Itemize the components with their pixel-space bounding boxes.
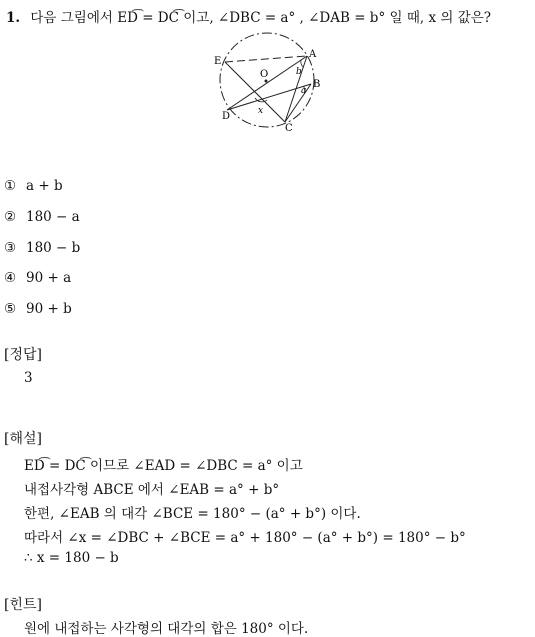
label-angle-b: b (296, 67, 302, 77)
question-number: 1. (6, 10, 21, 26)
choice-5[interactable] (4, 301, 72, 317)
chord-bc (285, 84, 311, 122)
label-b: B (313, 79, 321, 90)
explanation-heading: [해설] (4, 431, 42, 447)
explanation-line-1: ED͡ = DC͡ 이므로 ∠EAD = ∠DBC = a° 이고 (24, 458, 303, 474)
question-text: 다음 그림에서 ED͡ = DC͡ 이고, ∠DBC = a° , ∠DAB = b° 일 때, x 의 값은? (30, 10, 491, 26)
choice-4[interactable] (4, 270, 71, 286)
label-d: D (222, 111, 231, 122)
choice-2[interactable] (4, 209, 80, 225)
chord-ad (227, 56, 307, 110)
label-a: A (309, 49, 317, 60)
circle-diagram (205, 30, 330, 140)
label-o: O (260, 69, 269, 80)
choice-3[interactable] (4, 240, 80, 256)
explanation-line-4: 따라서 ∠x = ∠DBC + ∠BCE = a° + 180° − (a° + b°) = 180° − b° (24, 530, 466, 546)
choice-4-mark: ④ (4, 270, 17, 286)
choice-2-text: 180 − a (26, 209, 80, 225)
hint-heading: [힌트] (4, 597, 42, 613)
choice-3-text: 180 − b (26, 240, 81, 256)
choice-3-mark: ③ (4, 240, 17, 256)
choice-2-mark: ② (4, 209, 17, 225)
choice-1-text: a + b (26, 178, 63, 194)
choice-1-mark: ① (4, 178, 17, 194)
question-line (6, 6, 491, 26)
explanation-line-3: 한편, ∠EAB 의 대각 ∠BCE = 180° − (a° + b°) 이다. (24, 506, 361, 522)
angle-arc-b (301, 60, 303, 67)
chord-ea (225, 56, 307, 62)
answer-value: 3 (24, 370, 33, 386)
circle-figure (205, 30, 330, 140)
label-c: C (285, 123, 293, 134)
choice-4-text: 90 + a (26, 270, 72, 286)
choice-1[interactable] (4, 178, 63, 194)
choice-5-mark: ⑤ (4, 301, 17, 317)
hint-text: 원에 내접하는 사각형의 대각의 합은 180° 이다. (24, 621, 309, 637)
explanation-line-5: ∴ x = 180 − b (24, 550, 119, 566)
label-angle-a: a (301, 86, 307, 96)
choice-5-text: 90 + b (26, 301, 72, 317)
explanation-line-2: 내접사각형 ABCE 에서 ∠EAB = a° + b° (24, 482, 280, 498)
answer-heading: [정답] (4, 347, 42, 363)
label-e: E (214, 56, 222, 67)
label-angle-x: x (258, 106, 264, 116)
